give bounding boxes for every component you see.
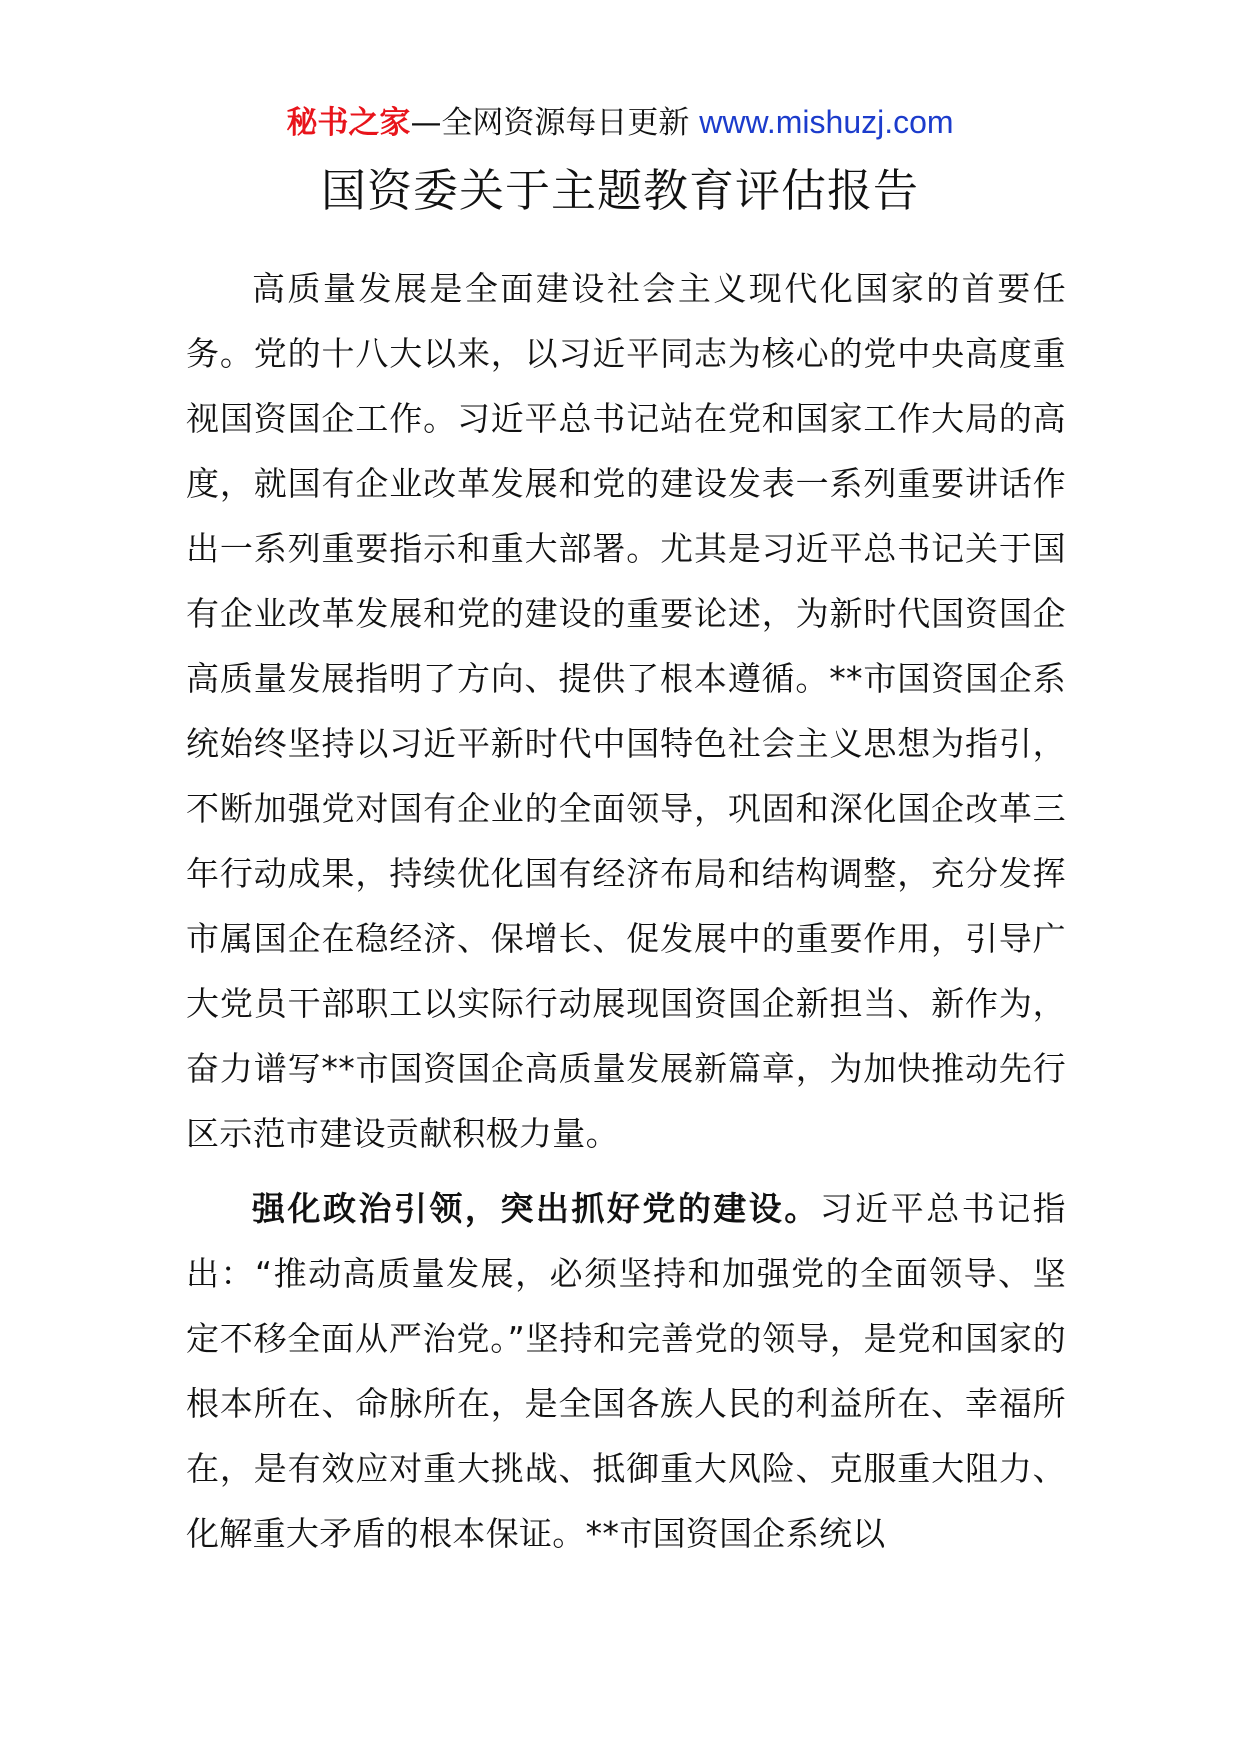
site-header (0, 100, 1240, 145)
paragraph-lead: 强化政治引领，突出抓好党的建设。 (252, 1189, 820, 1228)
header-tagline: —全网资源每日更新 (410, 105, 690, 141)
paragraph-intro (186, 256, 1066, 1166)
document-body (186, 256, 1066, 1566)
paragraph-text: 习近平总书记指出：“推动高质量发展，必须坚持和加强党的全面领导、坚定不移全面从严治党。”坚持和完善党的领导，是党和国家的根本所在、命脉所在，是全国各族人民的利益所在、幸福所在，是有效应对重大挑战、抵御重大风险、克服重大阻力、化解重大矛盾的根本保证。**市国资国企系统以 (186, 1189, 1066, 1553)
document-title: 国资委关于主题教育评估报告 (320, 164, 919, 217)
site-url-link[interactable]: www.mishuzj.com (699, 104, 954, 140)
brand-name: 秘书之家 (286, 105, 411, 141)
paragraph-political-guidance (186, 1176, 1066, 1566)
paragraph-text: 高质量发展是全面建设社会主义现代化国家的首要任务。党的十八大以来，以习近平同志为核心的党中央高度重视国资国企工作。习近平总书记站在党和国家工作大局的高度，就国有企业改革发展和党的建设发表一系列重要讲话作出一系列重要指示和重大部署。尤其是习近平总书记关于国有企业改革发展和党的建设的重要论述，为新时代国资国企高质量发展指明了方向、提供了根本遵循。**市国资国企系统始终坚持以习近平新时代中国特色社会主义思想为指引，不断加强党对国有企业的全面领导，巩固和深化国企改革三年行动成果，持续优化国有经济布局和结构调整，充分发挥市属国企在稳经济、保增长、促发展中的重要作用，引导广大党员干部职工以实际行动展现国资国企新担当、新作为，奋力谱写**市国资国企高质量发展新篇章，为加快推动先行区示范市建设贡献积极力量。 (186, 269, 1066, 1153)
